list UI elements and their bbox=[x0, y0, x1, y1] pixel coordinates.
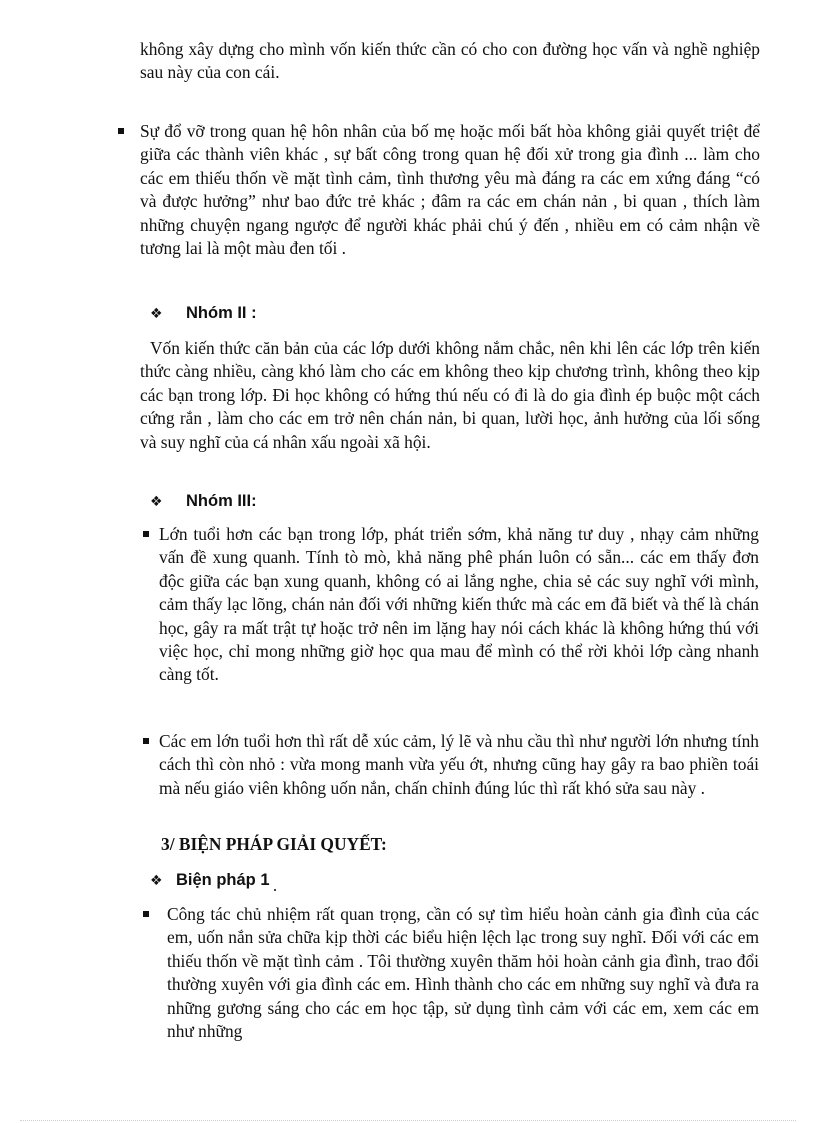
paragraph-group-3-bullet-1: Lớn tuổi hơn các bạn trong lớp, phát triển sớm, khả năng tư duy , nhạy cảm những vấn đề xung quanh. Tính tò mò, khả năng phê phán luôn có sẵn... các em thấy đơn độc giữa các bạn xung quanh, không có ai lắng nghe, chia sẻ các suy nghĩ với mình, cảm thấy lạc lõng, chán nản đối với những kiến thức mà các em đã biết và thế là chán học, gây ra mất trật tự hoặc trở nên im lặng hay nói cách khác là không hứng thú với việc học, chỉ mong những giờ học qua mau để mình có thể rời khỏi lớp càng nhanh càng tốt. bbox=[159, 524, 759, 685]
heading-measure-1-label: Biện pháp 1 bbox=[176, 871, 270, 889]
heading-group-3 bbox=[150, 490, 257, 513]
heading-section-3: 3/ BIỆN PHÁP GIẢI QUYẾT: bbox=[161, 834, 387, 854]
heading-group-3-label: Nhóm III: bbox=[186, 492, 257, 510]
paragraph-group-2: Vốn kiến thức căn bản của các lớp dưới không nắm chắc, nên khi lên các lớp trên kiến thức càng nhiều, càng khó làm cho các em không theo kịp chương trình, không theo kịp các bạn trong lớp. Đi học không có hứng thú nếu có đi là do gia đình ép buộc một cách cứng rắn , làm cho các em trở nên chán nản, bi quan, lười học, ảnh hưởng của lối sống và suy nghĩ của cá nhân xấu ngoài xã hội. bbox=[140, 338, 760, 452]
diamond-bullet-icon: ❖ bbox=[150, 873, 163, 889]
heading-group-2 bbox=[150, 302, 257, 325]
heading-group-2-label: Nhóm II : bbox=[186, 304, 257, 322]
diamond-bullet-icon: ❖ bbox=[150, 306, 163, 322]
paragraph-bullet-family: Sự đổ vỡ trong quan hệ hôn nhân của bố mẹ hoặc mối bất hòa không giải quyết triệt để giữa các thành viên khác , sự bất công trong quan hệ đối xử trong gia đình ... làm cho các em thiếu thốn về mặt tình cảm, tình thương yêu mà đáng ra các em xứng đáng “có và được hưởng” như bao đức trẻ khác ; đâm ra các em chán nản , bi quan , thích làm những chuyện ngang ngược để người khác phải chú ý đến , nhiều em có cảm nhận về tương lai là một màu đen tối . bbox=[140, 121, 760, 259]
paragraph-measure-1: Công tác chủ nhiệm rất quan trọng, cần có sự tìm hiểu hoàn cảnh gia đình của các em, uốn nắn sửa chữa kịp thời các biểu hiện lệch lạc trong suy nghĩ. Đối với các em thiếu thốn về mặt tình cảm . Tôi thường xuyên thăm hỏi hoàn cảnh gia đình, trao đổi thường xuyên với gia đình các em. Hình thành cho các em những suy nghĩ và đưa ra những gương sáng cho các em học tập, sử dụng tình cảm với các em, xem các em như những bbox=[167, 904, 759, 1042]
bullet-icon bbox=[143, 531, 149, 537]
text-cursor-mark bbox=[274, 889, 276, 891]
paragraph-group-3-bullet-2: Các em lớn tuổi hơn thì rất dễ xúc cảm, lý lẽ và nhu cầu thì như người lớn nhưng tính cách thì còn nhỏ : vừa mong manh vừa yếu ớt, nhưng cũng hay gây ra bao phiền toái mà nếu giáo viên không uốn nắn, chấn chỉnh đúng lúc thì rất khó sửa sau này . bbox=[159, 731, 759, 798]
paragraph-continuation: không xây dựng cho mình vốn kiến thức cần có cho con đường học vấn và nghề nghiệp sau này của con cái. bbox=[140, 39, 760, 83]
diamond-bullet-icon: ❖ bbox=[150, 494, 163, 510]
bullet-icon bbox=[143, 738, 149, 744]
page-footer-rule bbox=[20, 1120, 796, 1121]
bullet-icon bbox=[118, 128, 124, 134]
bullet-icon bbox=[143, 911, 149, 917]
heading-measure-1 bbox=[150, 869, 276, 892]
